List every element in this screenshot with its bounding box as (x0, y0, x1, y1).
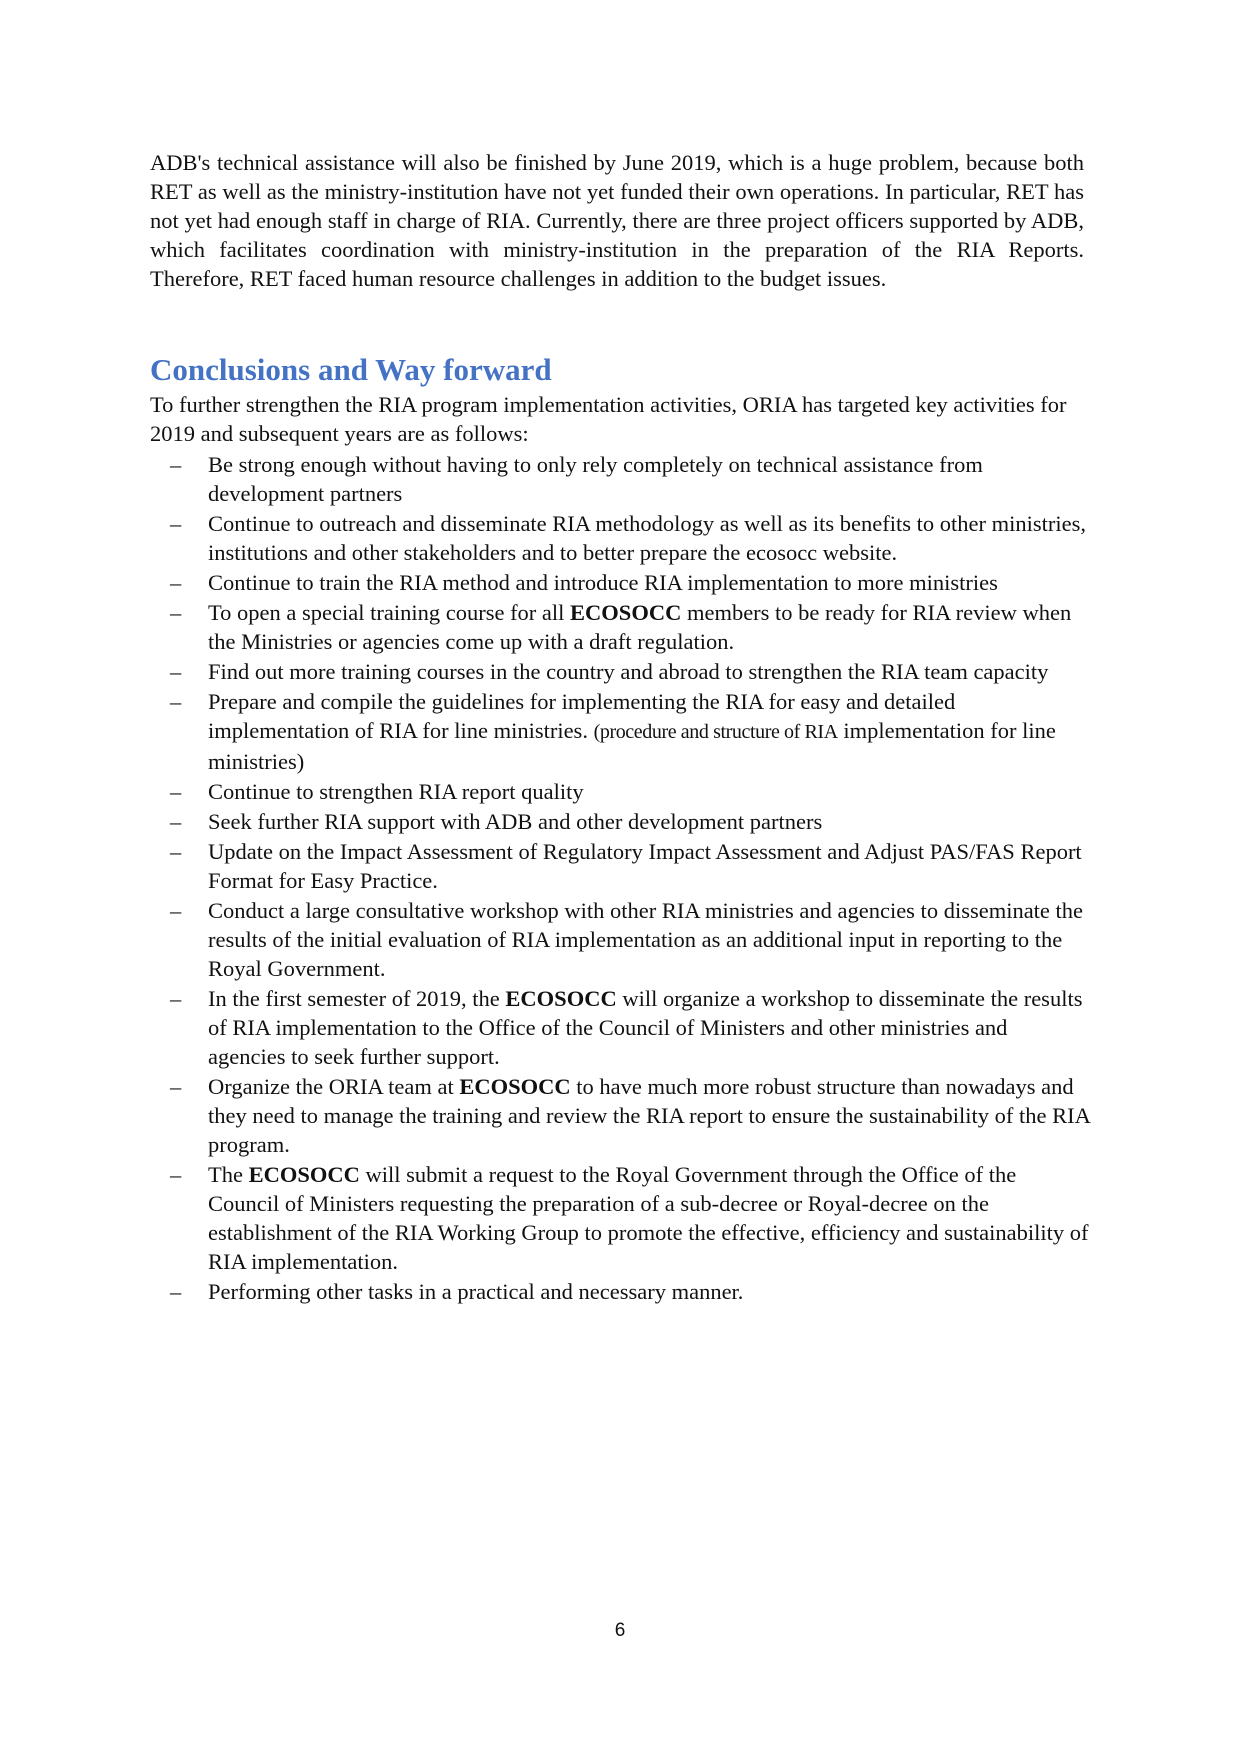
list-item-text: Prepare and compile the guidelines for implementing the RIA for easy and detailed implementation of RIA for line ministries. (208, 689, 956, 743)
list-item-text: Find out more training courses in the country and abroad to strengthen the RIA team capacity (208, 659, 1049, 684)
list-item (150, 984, 1090, 1071)
dash-marker: – (170, 600, 182, 625)
list-item-text: will submit a request to the Royal Government through the Office of the Council of Ministers requesting the preparation of a sub-decree or Royal-decree on the establishment of the RIA Working Group to promote the effective, efficiency and sustainability of RIA implementation. (208, 1162, 1089, 1274)
list-item (150, 777, 1090, 806)
section-heading: Conclusions and Way forward (150, 352, 552, 387)
list-item-text: Performing other tasks in a practical and necessary manner. (208, 1279, 744, 1304)
dash-marker: – (170, 659, 182, 684)
list-item-note: (procedure and structure of RIA (593, 721, 838, 743)
dash-marker: – (170, 809, 182, 834)
list-item-text: members to be ready for RIA review when the Ministries or agencies come up with a draft regulation. (208, 600, 1072, 654)
list-item (150, 657, 1090, 686)
list-item (150, 687, 1090, 776)
dash-marker: – (170, 1279, 182, 1304)
intro-paragraph: ADB's technical assistance will also be finished by June 2019, which is a huge problem, because both RET as well as the ministry-institution have not yet funded their own operations. In particular, RET has not yet had enough staff in charge of RIA. Currently, there are three project officers supported by ADB, which facilitates coordination with ministry-institution in the preparation of the RIA Reports. Therefore, RET faced human resource challenges in addition to the budget issues. (150, 150, 1084, 291)
list-item (150, 837, 1090, 895)
org-name: ECOSOCC (505, 986, 617, 1011)
list-item-text: Continue to outreach and disseminate RIA methodology as well as its benefits to other ministries, institutions and other stakeholders and to better prepare the ecosocc website. (208, 511, 1086, 565)
list-item-text: will organize a workshop to disseminate the results of RIA implementation to the Office of the Council of Ministers and other ministries and agencies to seek further support. (208, 986, 1083, 1069)
dash-marker: – (170, 986, 182, 1011)
list-item-text: Seek further RIA support with ADB and other development partners (208, 809, 823, 834)
list-item-text: Conduct a large consultative workshop with other RIA ministries and agencies to disseminate the results of the initial evaluation of RIA implementation as an additional input in reporting to the Royal Government. (208, 898, 1084, 981)
org-name: ECOSOCC (570, 600, 682, 625)
page-number: 6 (614, 1620, 626, 1641)
dash-marker: – (170, 779, 182, 804)
list-item (150, 568, 1090, 597)
list-item (150, 598, 1090, 656)
dash-marker: – (170, 511, 182, 536)
list-item (150, 450, 1090, 508)
dash-marker: – (170, 839, 182, 864)
org-name: ECOSOCC (459, 1074, 571, 1099)
dash-marker: – (170, 570, 182, 595)
dash-marker: – (170, 898, 182, 923)
list-item-text: Be strong enough without having to only rely completely on technical assistance from development partners (208, 452, 983, 506)
list-item (150, 1277, 1090, 1306)
list-item-text: Organize the ORIA team at (208, 1074, 460, 1099)
list-item-text: The (208, 1162, 249, 1187)
dash-marker: – (170, 1074, 182, 1099)
org-name: ECOSOCC (248, 1162, 360, 1187)
activity-list (150, 450, 1090, 1307)
list-item-text: In the first semester of 2019, the (208, 986, 506, 1011)
list-item-text: Continue to strengthen RIA report quality (208, 779, 584, 804)
list-item-text: Update on the Impact Assessment of Regulatory Impact Assessment and Adjust PAS/FAS Report Format for Easy Practice. (208, 839, 1082, 893)
dash-marker: – (170, 689, 182, 714)
list-item (150, 1160, 1090, 1276)
list-item-text: Continue to train the RIA method and introduce RIA implementation to more ministries (208, 570, 998, 595)
dash-marker: – (170, 452, 182, 477)
list-item-text: implementation for line ministries) (208, 718, 1056, 774)
dash-marker: – (170, 1162, 182, 1187)
list-item-text: To open a special training course for all (208, 600, 571, 625)
list-item (150, 896, 1090, 983)
list-item (150, 509, 1090, 567)
lead-paragraph: To further strengthen the RIA program implementation activities, ORIA has targeted key activities for 2019 and subsequent years are as follows: (150, 392, 1067, 446)
list-item (150, 807, 1090, 836)
list-item (150, 1072, 1090, 1159)
list-item-text: to have much more robust structure than nowadays and they need to manage the training and review the RIA report to ensure the sustainability of the RIA program. (208, 1074, 1090, 1157)
